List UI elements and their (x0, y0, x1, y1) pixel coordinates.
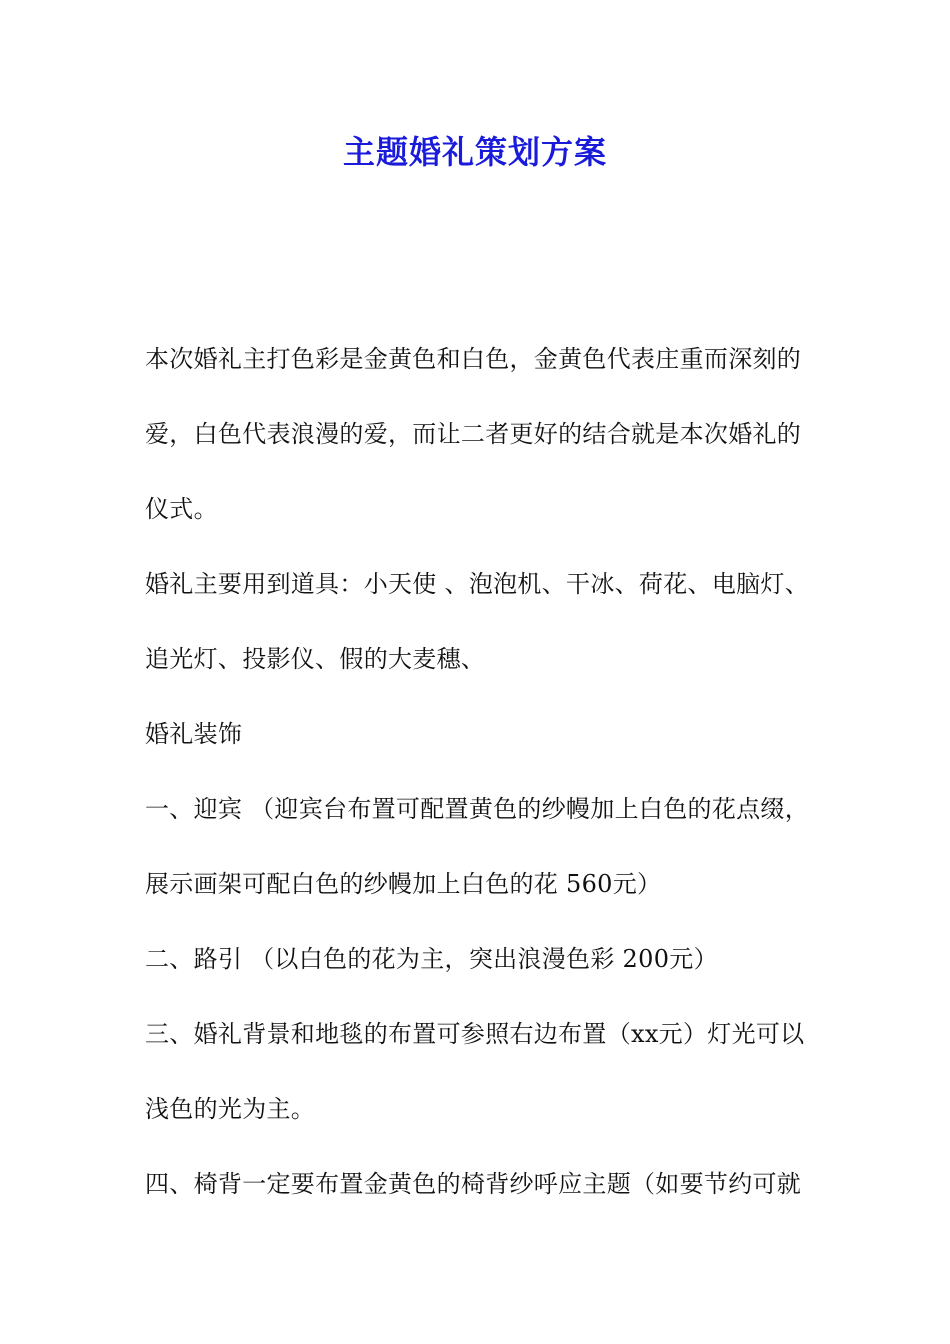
body-line-7: 一、迎宾 （迎宾台布置可配置黄色的纱幔加上白色的花点缀， (145, 795, 810, 823)
body-line-4: 婚礼主要用到道具：小天使 、泡泡机、干冰、荷花、电脑灯、 (145, 570, 810, 598)
body-line-3: 仪式。 (145, 495, 218, 523)
body-line-12: 四、椅背一定要布置金黄色的椅背纱呼应主题（如要节约可就 (145, 1170, 802, 1198)
body-line-11: 浅色的光为主。 (145, 1095, 316, 1123)
body-line-8: 展示画架可配白色的纱幔加上白色的花 560元） (145, 870, 662, 898)
body-line-1: 本次婚礼主打色彩是金黄色和白色，金黄色代表庄重而深刻的 (145, 345, 802, 373)
body-line-5: 追光灯、投影仪、假的大麦穗、 (145, 645, 486, 673)
body-line-9: 二、路引 （以白色的花为主，突出浪漫色彩 200元） (145, 945, 718, 973)
document-title: 主题婚礼策划方案 (342, 133, 607, 171)
section-heading-decoration: 婚礼装饰 (145, 720, 243, 748)
body-line-10: 三、婚礼背景和地毯的布置可参照右边布置（xx元）灯光可以 (145, 1020, 805, 1048)
body-line-2: 爱，白色代表浪漫的爱，而让二者更好的结合就是本次婚礼的 (145, 420, 802, 448)
